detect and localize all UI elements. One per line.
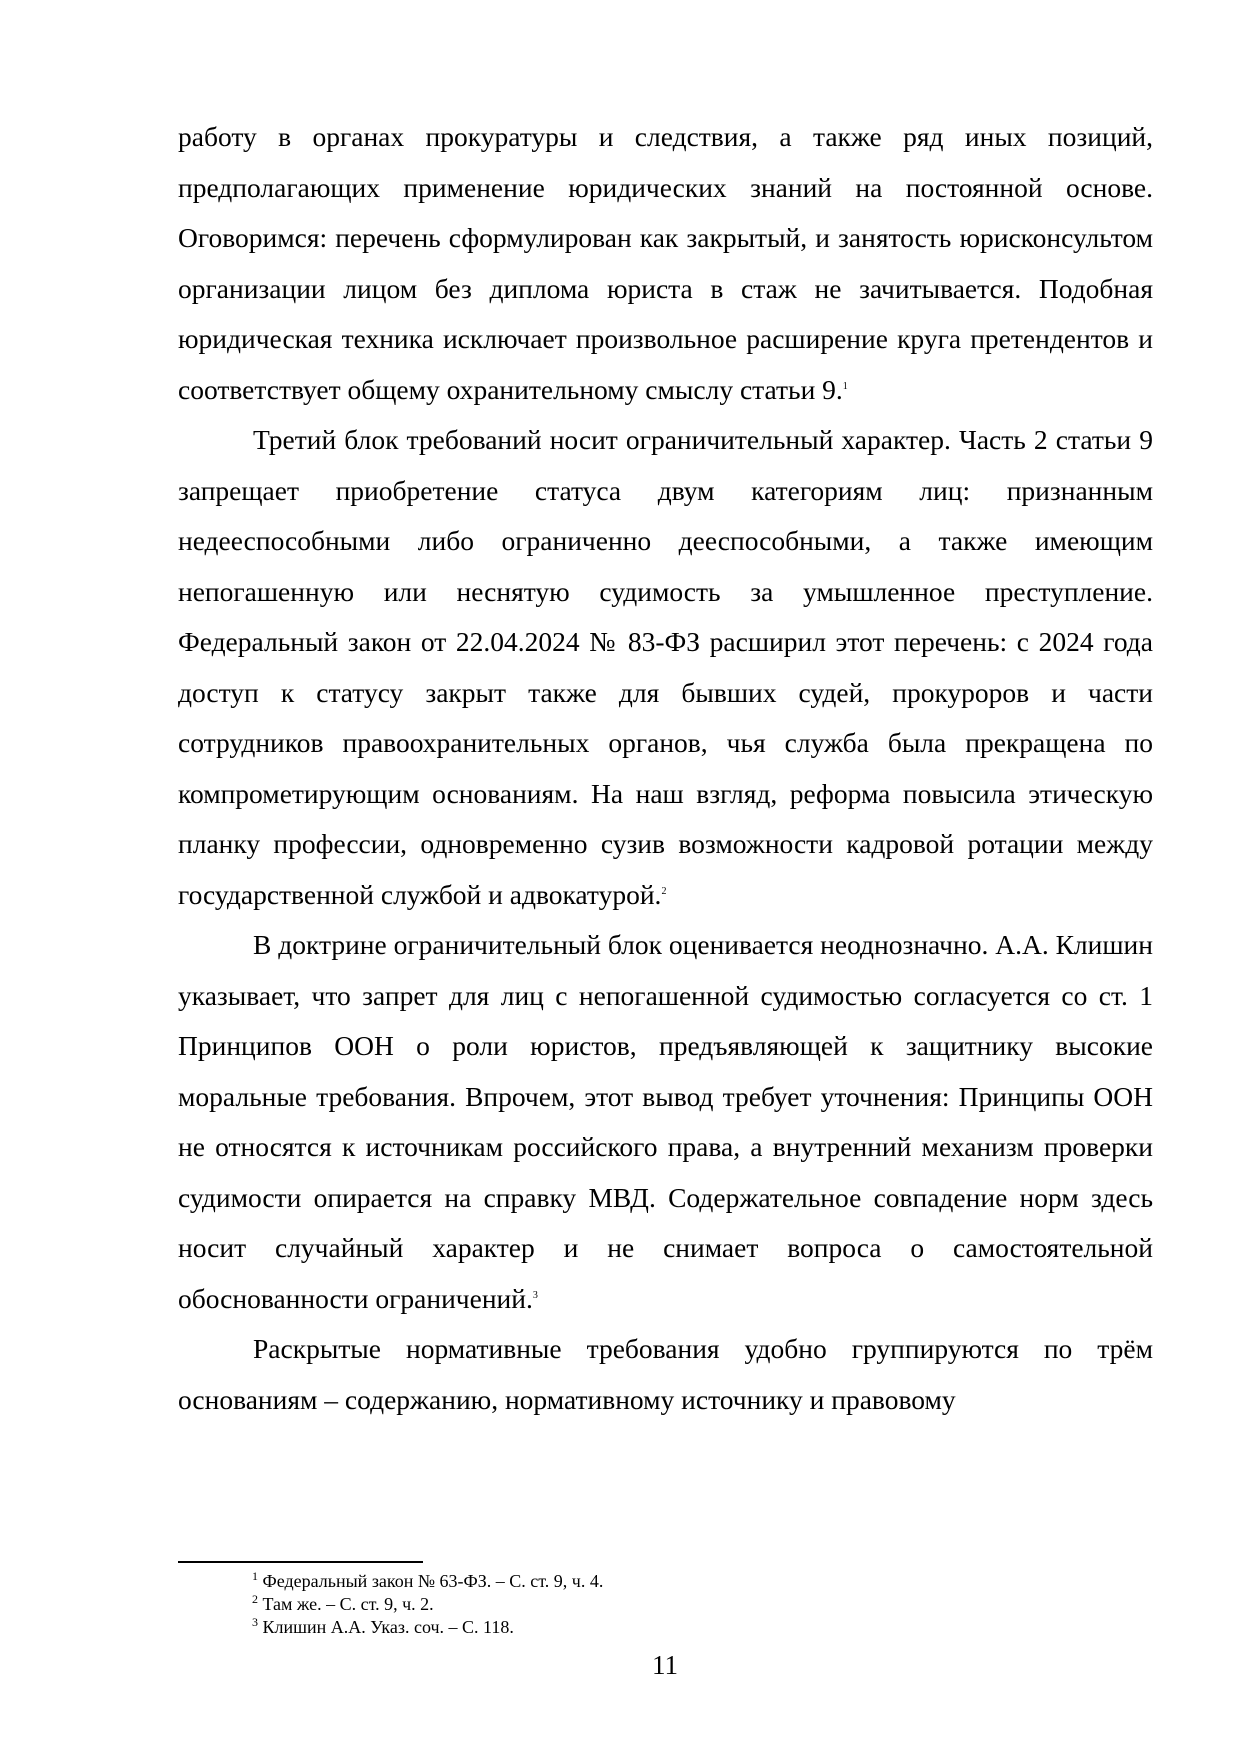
footnote-3 [252,1616,1152,1639]
footnote-1-number: 1 [252,1569,258,1583]
paragraph-3 [178,920,1153,1324]
paragraph-4-text: Раскрытые нормативные требования удобно группируются по трём основаниям – содержанию, нормативному источнику и правовому [178,1333,1153,1415]
page-number: 11 [652,1650,678,1680]
paragraph-3-text: В доктрине ограничительный блок оценивается неоднозначно. А.А. Клишин указывает, что запрет для лиц с непогашенной судимостью согласуется со ст. 1 Принципов ООН о роли юристов, предъявляющей к защитнику высокие моральные требования. Впрочем, этот вывод требует уточнения: Принципы ООН не относятся к источникам российского права, а внутренний механизм проверки судимости опирается на справку МВД. Содержательное совпадение норм здесь носит случайный характер и не снимает вопроса о самостоятельной обоснованности ограничений. [178,929,1153,1314]
footnote-ref-2[interactable]: 2 [661,885,667,897]
footnote-1-text: Федеральный закон № 63-ФЗ. – С. ст. 9, ч. 4. [262,1571,604,1591]
paragraph-1-text: работу в органах прокуратуры и следствия, а также ряд иных позиций, предполагающих применение юридических знаний на постоянной основе. Оговоримся: перечень сформулирован как закрытый, и занятость юрисконсультом организации лицом без диплома юриста в стаж не зачитывается. Подобная юридическая техника исключает произвольное расширение круга претендентов и соответствует общему охранительному смыслу статьи 9. [178,121,1153,405]
footnotes [252,1570,1152,1639]
main-text [178,112,1153,1425]
footnote-2-number: 2 [252,1592,258,1606]
paragraph-2-text: Третий блок требований носит ограничительный характер. Часть 2 статьи 9 запрещает приобретение статуса двум категориям лиц: признанным недееспособными либо ограниченно дееспособными, а также имеющим непогашенную или неснятую судимость за умышленное преступление. Федеральный закон от 22.04.2024 № 83-ФЗ расширил этот перечень: с 2024 года доступ к статусу закрыт также для бывших судей, прокуроров и части сотрудников правоохранительных органов, чья служба была прекращена по компрометирующим основаниям. На наш взгляд, реформа повысила этическую планку профессии, одновременно сузив возможности кадровой ротации между государственной службой и адвокатурой. [178,424,1153,910]
paragraph-4 [178,1324,1153,1425]
footnote-3-text: Клишин А.А. Указ. соч. – С. 118. [262,1617,514,1637]
footnote-2 [252,1593,1152,1616]
paragraph-1 [178,112,1153,415]
footnote-ref-1[interactable]: 1 [842,380,848,392]
footnote-2-text: Там же. – С. ст. 9, ч. 2. [262,1594,434,1614]
footnote-3-number: 3 [252,1615,258,1629]
paragraph-2 [178,415,1153,920]
footnote-1 [252,1570,1152,1593]
footnote-separator [178,1561,423,1563]
footnote-ref-3[interactable]: 3 [532,1289,538,1301]
